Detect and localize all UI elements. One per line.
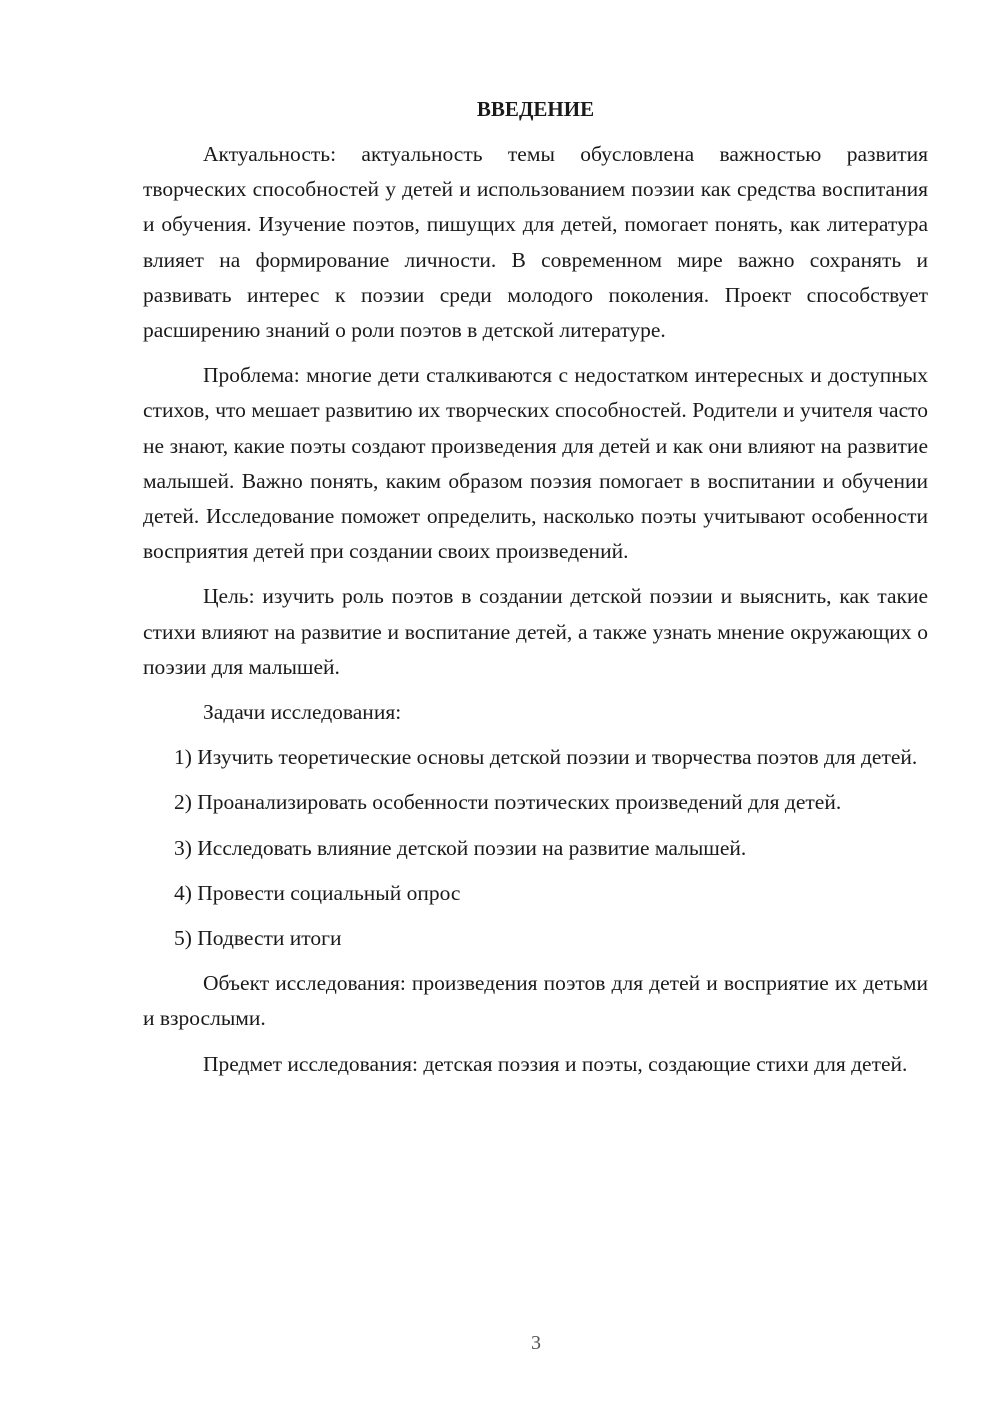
page-number: 3 xyxy=(531,1332,541,1354)
document-page xyxy=(143,92,928,1092)
task-item-5: 5) Подвести итоги xyxy=(174,926,342,951)
task-item-4: 4) Провести социальный опрос xyxy=(174,880,461,905)
task-item-2: 2) Проанализировать особенности поэтических произведений для детей. xyxy=(174,790,842,815)
goal-paragraph: Цель: изучить роль поэтов в создании детской поэзии и выяснить, как такие стихи влияют на развитие и воспитание детей, а также узнать мнение окружающих о поэзии для малышей. xyxy=(143,584,928,679)
object-paragraph: Объект исследования: произведения поэтов для детей и восприятие их детьми и взрослыми. xyxy=(143,971,928,1031)
subject-paragraph: Предмет исследования: детская поэзия и поэты, создающие стихи для детей. xyxy=(203,1051,908,1076)
task-item-3: 3) Исследовать влияние детской поэзии на развитие малышей. xyxy=(174,835,747,860)
problem-paragraph: Проблема: многие дети сталкиваются с недостатком интересных и доступных стихов, что мешает развитию их творческих способностей. Родители и учителя часто не знают, какие поэты создают произведения для детей и как они влияют на развитие малышей. Важно понять, каким образом поэзия помогает в воспитании и обучении детей. Исследование поможет определить, насколько поэты учитывают особенности восприятия детей при создании своих произведений. xyxy=(143,363,928,564)
task-item-1: 1) Изучить теоретические основы детской поэзии и творчества поэтов для детей. xyxy=(174,745,918,770)
tasks-heading: Задачи исследования: xyxy=(203,700,402,725)
page-title: ВВЕДЕНИЕ xyxy=(476,97,595,121)
relevance-paragraph: Актуальность: актуальность темы обусловлена важностью развития творческих способностей у детей и использованием поэзии как средства воспитания и обучения. Изучение поэтов, пишущих для детей, помогает понять, как литература влияет на формирование личности. В современном мире важно сохранять и развивать интерес к поэзии среди молодого поколения. Проект способствует расширению знаний о роли поэтов в детской литературе. xyxy=(143,142,928,343)
